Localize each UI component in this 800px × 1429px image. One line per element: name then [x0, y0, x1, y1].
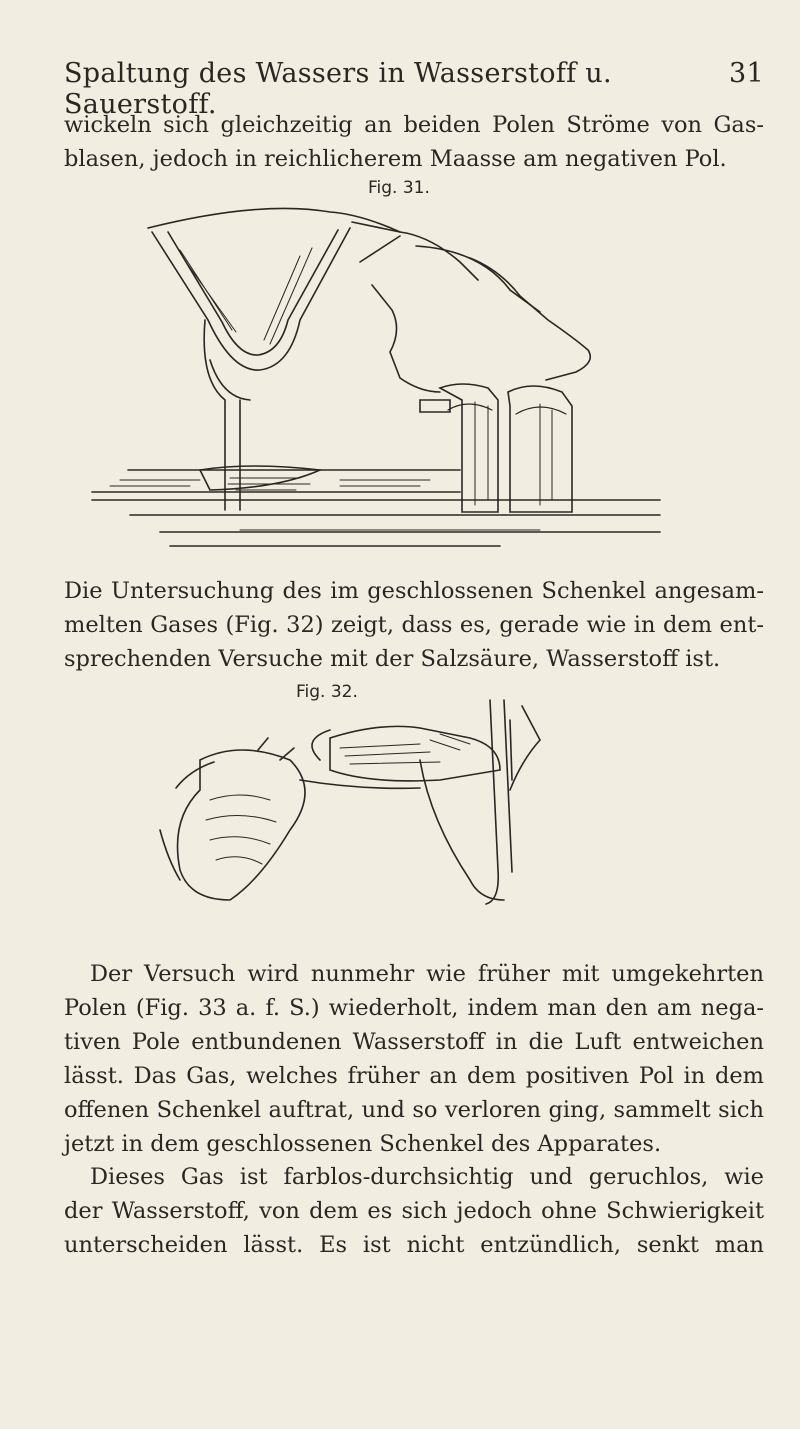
- paragraph-3: [64, 957, 764, 1161]
- paragraph-4: [64, 1160, 764, 1262]
- text-line: wickeln sich gleichzeitig an beiden Polen Ströme von Gas-: [64, 112, 764, 138]
- page-number: 31: [729, 58, 764, 89]
- text-line: offenen Schenkel auftrat, und so verloren ging, sammelt sich: [64, 1097, 764, 1123]
- text-line: jetzt in dem geschlossenen Schenkel des Apparates.: [64, 1131, 662, 1157]
- text-line: blasen, jedoch in reichlicherem Maasse am negativen Pol.: [64, 146, 727, 172]
- text-line: tiven Pole entbundenen Wasserstoff in die Luft entweichen: [64, 1029, 764, 1055]
- text-line: Die Untersuchung des im geschlossenen Schenkel angesam-: [64, 578, 764, 604]
- text-line: der Wasserstoff, von dem es sich jedoch ohne Schwierigkeit: [64, 1198, 764, 1224]
- text-line: lässt. Das Gas, welches früher an dem positiven Pol in dem: [64, 1063, 764, 1089]
- text-line: Polen (Fig. 33 a. f. S.) wiederholt, indem man den am nega-: [64, 995, 764, 1021]
- text-line: Dieses Gas ist farblos-durchsichtig und geruchlos, wie: [90, 1164, 764, 1190]
- figure-32-caption: Fig. 32.: [296, 682, 358, 702]
- text-line: sprechenden Versuche mit der Salzsäure, Wasserstoff ist.: [64, 646, 721, 672]
- header-title: Spaltung des Wassers in Wasserstoff u. Sauerstoff.: [64, 58, 612, 120]
- text-line: Der Versuch wird nunmehr wie früher mit umgekehrten: [90, 961, 764, 987]
- text-line: unterscheiden lässt. Es ist nicht entzündlich, senkt man: [64, 1232, 764, 1258]
- text-line: melten Gases (Fig. 32) zeigt, dass es, gerade wie in dem ent-: [64, 612, 764, 638]
- figure-31-caption: Fig. 31.: [368, 178, 430, 198]
